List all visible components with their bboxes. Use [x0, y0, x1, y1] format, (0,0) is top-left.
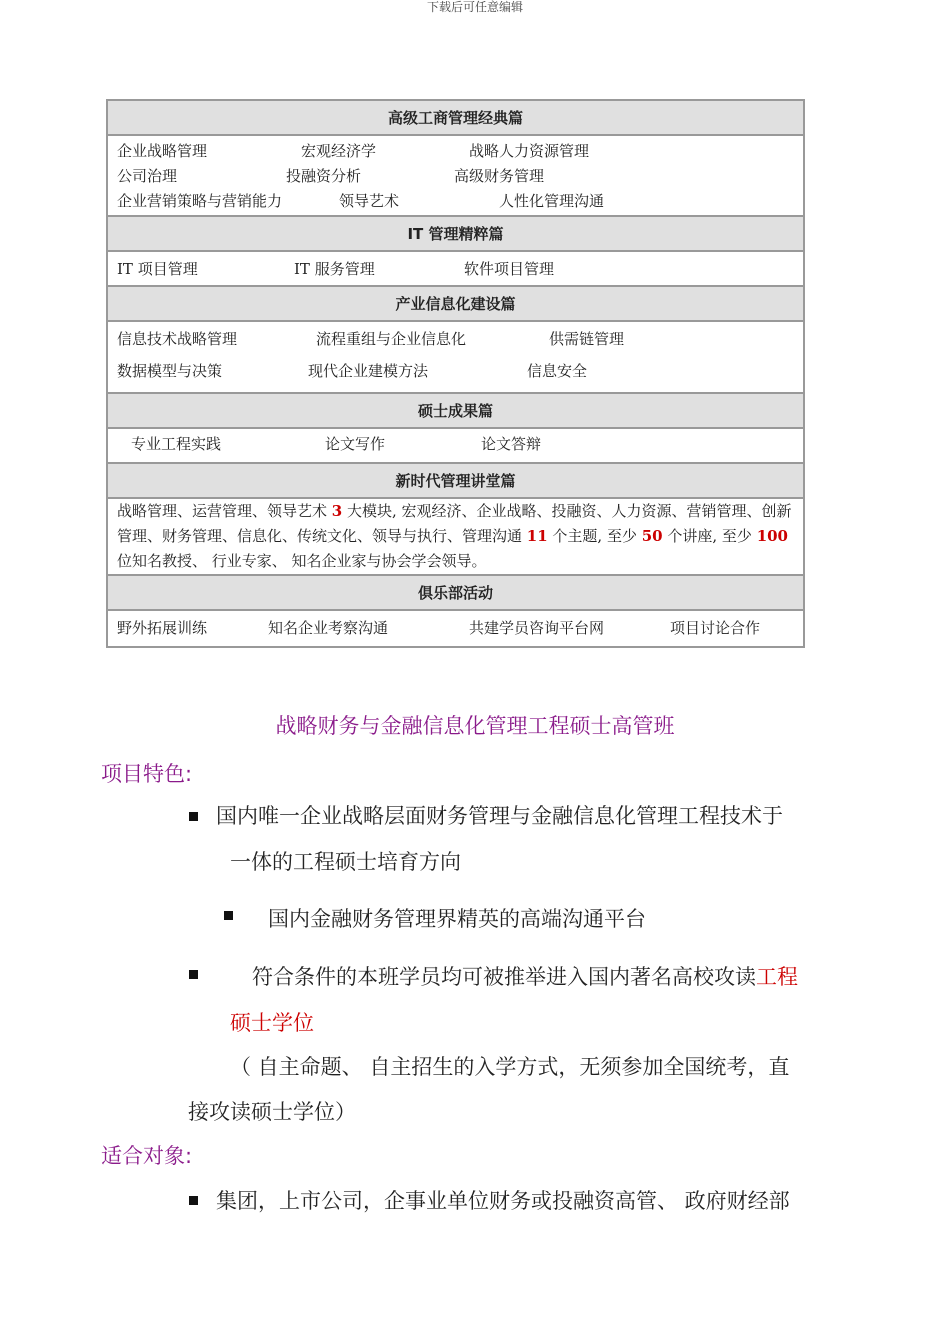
features-heading: 项目特色: [101, 762, 193, 786]
feature-2: 国内金融财务管理界精英的高端沟通平台 [268, 907, 646, 931]
feature-3-note: （ 自主命题、 自主招生的入学方式，无须参加全国统考，直 [230, 1055, 790, 1079]
course-item: IT 服务管理 [294, 260, 375, 278]
course-item: 流程重组与企业信息化 [316, 329, 467, 348]
feature-3 [252, 961, 798, 991]
module-count: 3 [331, 502, 343, 520]
course-row [117, 188, 794, 213]
course-item: 公司治理 [117, 167, 178, 185]
course-row [117, 615, 794, 640]
section-body [107, 321, 804, 393]
course-item: 战略人力资源管理 [469, 142, 590, 160]
bullet-icon [189, 970, 198, 979]
course-item: 领导艺术 [339, 192, 400, 210]
section-body [107, 251, 804, 286]
section-body [107, 610, 804, 647]
lecture-text: 大模块, 宏观经济、企业战略、投融资、人力资源、营销管理、创新管理、财务管理、信息化、传统文化、领导与执行、管理沟通 [117, 502, 792, 545]
course-item: 供需链管理 [549, 329, 625, 348]
course-item: 宏观经济学 [301, 142, 377, 160]
course-item: 项目讨论合作 [670, 619, 761, 637]
program-title: 战略财务与金融信息化管理工程硕士高管班 [275, 714, 675, 738]
course-row [117, 138, 794, 163]
course-item: 野外拓展训练 [117, 619, 208, 637]
bullet-icon [224, 911, 233, 920]
lecture-text: 个讲座, 至少 [662, 527, 757, 545]
course-item: 投融资分析 [286, 167, 362, 185]
feature-1: 国内唯一企业战略层面财务管理与金融信息化管理工程技术于 [216, 804, 783, 828]
feature-3-highlight-cont: 硕士学位 [230, 1011, 314, 1035]
section-body [107, 428, 804, 463]
course-table [106, 99, 805, 648]
course-item: 知名企业考察沟通 [268, 619, 389, 637]
course-item: 企业营销策略与营销能力 [117, 192, 283, 210]
lecture-text: 战略管理、运营管理、领导艺术 [117, 502, 332, 520]
course-item: 现代企业建模方法 [308, 362, 429, 380]
feature-3-note-cont: 接攻读硕士学位） [188, 1100, 356, 1124]
feature-3-text: 符合条件的本班学员均可被推举进入国内著名高校攻读 [252, 965, 756, 989]
bullet-icon [189, 1196, 198, 1205]
lecture-text: 位知名教授、 行业专家、 知名企业家与协会学会领导。 [117, 552, 487, 570]
course-item: 专业工程实践 [131, 435, 222, 453]
top-note: 下载后可任意编辑 [426, 0, 523, 14]
course-item: 共建学员咨询平台网 [469, 619, 605, 637]
course-item: 软件项目管理 [464, 260, 555, 278]
course-item: 信息安全 [527, 362, 588, 380]
course-item: IT 项目管理 [117, 260, 198, 278]
lecture-count: 50 [641, 527, 663, 545]
course-item: 论文答辩 [481, 435, 542, 453]
lecture-text: 个主题, 至少 [547, 527, 642, 545]
bullet-icon [189, 812, 198, 821]
section-header: 俱乐部活动 [107, 575, 804, 610]
course-row [117, 323, 794, 353]
section-header: IT 管理精粹篇 [107, 216, 804, 251]
course-row [117, 353, 794, 388]
course-row [117, 431, 794, 456]
audience-heading: 适合对象: [101, 1144, 193, 1168]
expert-count: 100 [756, 527, 788, 545]
section-header: 高级工商管理经典篇 [107, 100, 804, 135]
course-item: 论文写作 [325, 435, 386, 453]
topic-count: 11 [526, 527, 548, 545]
course-item: 信息技术战略管理 [117, 329, 238, 348]
course-row [117, 163, 794, 188]
section-body [107, 498, 804, 575]
feature-1-cont: 一体的工程硕士培育方向 [230, 850, 461, 874]
course-row [117, 256, 794, 281]
course-item: 人性化管理沟通 [499, 192, 605, 210]
section-header: 产业信息化建设篇 [107, 286, 804, 321]
section-header: 硕士成果篇 [107, 393, 804, 428]
course-item: 企业战略管理 [117, 142, 208, 160]
audience-1: 集团，上市公司，企事业单位财务或投融资高管、 政府财经部 [216, 1189, 790, 1213]
feature-3-highlight: 工程 [756, 965, 798, 989]
course-item: 数据模型与决策 [117, 362, 223, 380]
section-header: 新时代管理讲堂篇 [107, 463, 804, 498]
course-item: 高级财务管理 [454, 167, 545, 185]
section-body [107, 135, 804, 216]
